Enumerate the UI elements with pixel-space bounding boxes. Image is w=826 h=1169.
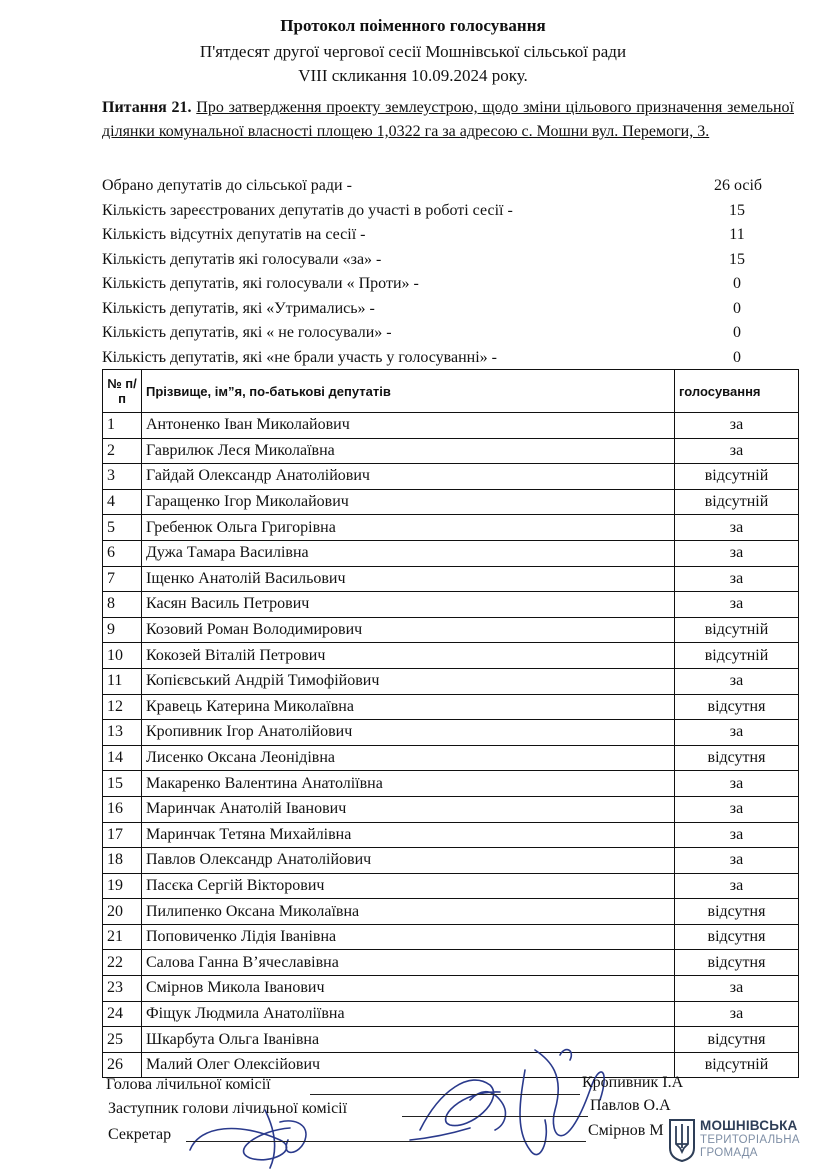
row-number: 21 [103,924,142,950]
table-row [103,413,799,439]
chair-name: Кропивник І.А [582,1074,684,1091]
table-row [103,540,799,566]
table-row [103,438,799,464]
convocation-line: VIII скликання 10.09.2024 року. [298,66,528,85]
row-number: 20 [103,899,142,925]
stat-value: 15 [729,201,745,219]
row-number: 7 [103,566,142,592]
deputy-name: Іщенко Анатолій Васильович [142,566,675,592]
table-row [103,822,799,848]
question-text: Про затвердження проекту землеустрою, щодо зміни цільового призначення земельної ділянки комунальної власності площею 1,0322 га за адресою с. Мошни вул. Перемоги, 3. [102,99,795,140]
stat-value: 0 [733,348,741,366]
deputy-name: Гаврилюк Леся Миколаївна [142,438,675,464]
row-number: 17 [103,822,142,848]
row-number: 8 [103,592,142,618]
table-header-row [103,370,799,413]
stat-row [102,321,782,346]
deputy-name: Шкарбута Ольга Іванівна [142,1027,675,1053]
vote-result: за [675,668,799,694]
vote-result: за [675,592,799,618]
community-logo [668,1118,818,1166]
deputy-name: Поповиченко Лідія Іванівна [142,924,675,950]
logo-title: МОШНІВСЬКА [700,1118,798,1133]
logo-subtitle-1: ТЕРИТОРІАЛЬНА [700,1134,800,1146]
row-number: 12 [103,694,142,720]
secretary-name: Смірнов М [588,1122,664,1139]
row-number: 10 [103,643,142,669]
vote-result: відсутній [675,489,799,515]
row-number: 23 [103,976,142,1002]
stat-value: 0 [733,324,741,341]
vote-statistics [102,174,782,370]
stat-value: 15 [729,250,745,268]
chair-label: Голова лічильної комісії [106,1076,271,1093]
row-number: 4 [103,489,142,515]
question-block [102,96,794,144]
stat-row [102,223,782,248]
deputy-name: Пасєка Сергій Вікторович [142,873,675,899]
vote-result: за [675,438,799,464]
row-number: 26 [103,1052,142,1078]
stat-row [102,272,782,297]
table-row [103,745,799,771]
deputy-name: Лисенко Оксана Леонідівна [142,745,675,771]
vote-result: відсутня [675,694,799,720]
deputy-name: Кропивник Ігор Анатолійович [142,720,675,746]
vote-result: за [675,796,799,822]
deputy-name: Маринчак Анатолій Іванович [142,796,675,822]
table-row [103,873,799,899]
row-number: 9 [103,617,142,643]
row-number: 22 [103,950,142,976]
deputy-name: Гаращенко Ігор Миколайович [142,489,675,515]
deputy-name: Козовий Роман Володимирович [142,617,675,643]
table-row [103,694,799,720]
stat-value: 11 [729,226,745,243]
vote-table [102,369,799,1078]
question-label: Питання 21. [102,99,192,116]
deputy-name: Гайдай Олександр Анатолійович [142,464,675,490]
deputy-name: Фіщук Людмила Анатоліївна [142,1001,675,1027]
vote-result: відсутній [675,617,799,643]
table-row [103,771,799,797]
stat-label: Кількість депутатів, які «не брали участь у голосуванні» - [102,348,497,366]
vote-result: відсутній [675,1052,799,1078]
stat-label: Кількість депутатів, які «Утримались» - [102,299,375,317]
stat-row [102,199,782,224]
deputy-name: Касян Василь Петрович [142,592,675,618]
table-row [103,976,799,1002]
vote-result: за [675,515,799,541]
row-number: 6 [103,540,142,566]
column-header-vote: голосування [675,370,799,413]
deputy-name: Кравець Катерина Миколаївна [142,694,675,720]
table-row [103,668,799,694]
secretary-signature-line [186,1141,586,1142]
column-header-number: № п/п [103,370,142,413]
table-row [103,796,799,822]
vote-result: за [675,540,799,566]
secretary-label: Секретар [108,1126,172,1143]
row-number: 16 [103,796,142,822]
stat-label: Кількість депутатів, які « не голосували» - [102,324,392,341]
deputy-name: Малий Олег Олексійович [142,1052,675,1078]
row-number: 13 [103,720,142,746]
stat-row [102,248,782,273]
logo-subtitle-2: ГРОМАДА [700,1147,758,1159]
row-number: 25 [103,1027,142,1053]
trident-icon [668,1118,696,1162]
deputy-name: Кокозей Віталій Петрович [142,643,675,669]
vote-result: відсутня [675,924,799,950]
stat-label: Кількість депутатів які голосували «за» - [102,250,382,268]
deputy-name: Гребенюк Ольга Григорівна [142,515,675,541]
table-row [103,617,799,643]
table-row [103,1001,799,1027]
stat-row [102,297,782,322]
deputy-name: Дужа Тамара Василівна [142,540,675,566]
stat-value: 26 осіб [713,177,763,194]
vote-result: відсутній [675,643,799,669]
stat-row [102,174,782,199]
table-row [103,515,799,541]
row-number: 11 [103,668,142,694]
vote-result: за [675,822,799,848]
vote-result: відсутній [675,464,799,490]
vote-result: відсутня [675,950,799,976]
vote-result: відсутня [675,1027,799,1053]
table-row [103,566,799,592]
table-row [103,489,799,515]
table-row [103,848,799,874]
column-header-name: Прізвище, ім”я, по-батькові депутатів [142,370,675,413]
deputy-name: Павлов О.А [590,1097,671,1114]
session-line: П'ятдесят другої чергової сесії Мошнівської сільської ради [199,42,627,61]
deputy-name: Пилипенко Оксана Миколаївна [142,899,675,925]
table-row [103,720,799,746]
row-number: 3 [103,464,142,490]
deputy-name: Макаренко Валентина Анатоліївна [142,771,675,797]
row-number: 24 [103,1001,142,1027]
vote-result: відсутня [675,745,799,771]
deputy-name: Маринчак Тетяна Михайлівна [142,822,675,848]
deputy-name: Антоненко Іван Миколайович [142,413,675,439]
vote-result: за [675,771,799,797]
vote-result: за [675,848,799,874]
stat-row [102,346,782,371]
deputy-name: Павлов Олександр Анатолійович [142,848,675,874]
stat-value: 0 [733,299,741,317]
stat-label: Кількість відсутніх депутатів на сесії - [102,226,366,243]
stat-label: Кількість депутатів, які голосували « Проти» - [102,275,419,292]
row-number: 19 [103,873,142,899]
stat-label: Обрано депутатів до сільської ради - [102,177,352,194]
document-title: Протокол поіменного голосування [280,16,546,35]
row-number: 2 [103,438,142,464]
row-number: 5 [103,515,142,541]
vote-result: за [675,413,799,439]
deputy-label: Заступник голови лічильної комісії [108,1100,348,1117]
stat-label: Кількість зареєстрованих депутатів до участі в роботі сесії - [102,201,513,219]
vote-result: за [675,1001,799,1027]
vote-result: відсутня [675,899,799,925]
chair-signature-line [310,1094,580,1095]
table-row [103,899,799,925]
table-row [103,643,799,669]
vote-result: за [675,720,799,746]
deputy-signature-line [402,1116,588,1117]
table-row [103,950,799,976]
row-number: 15 [103,771,142,797]
row-number: 1 [103,413,142,439]
deputy-name: Смірнов Микола Іванович [142,976,675,1002]
stat-value: 0 [733,275,741,292]
row-number: 14 [103,745,142,771]
deputy-name: Салова Ганна В’ячеславівна [142,950,675,976]
row-number: 18 [103,848,142,874]
deputy-name: Копієвський Андрій Тимофійович [142,668,675,694]
table-row [103,592,799,618]
vote-result: за [675,873,799,899]
table-row [103,464,799,490]
table-row [103,924,799,950]
vote-result: за [675,976,799,1002]
vote-result: за [675,566,799,592]
